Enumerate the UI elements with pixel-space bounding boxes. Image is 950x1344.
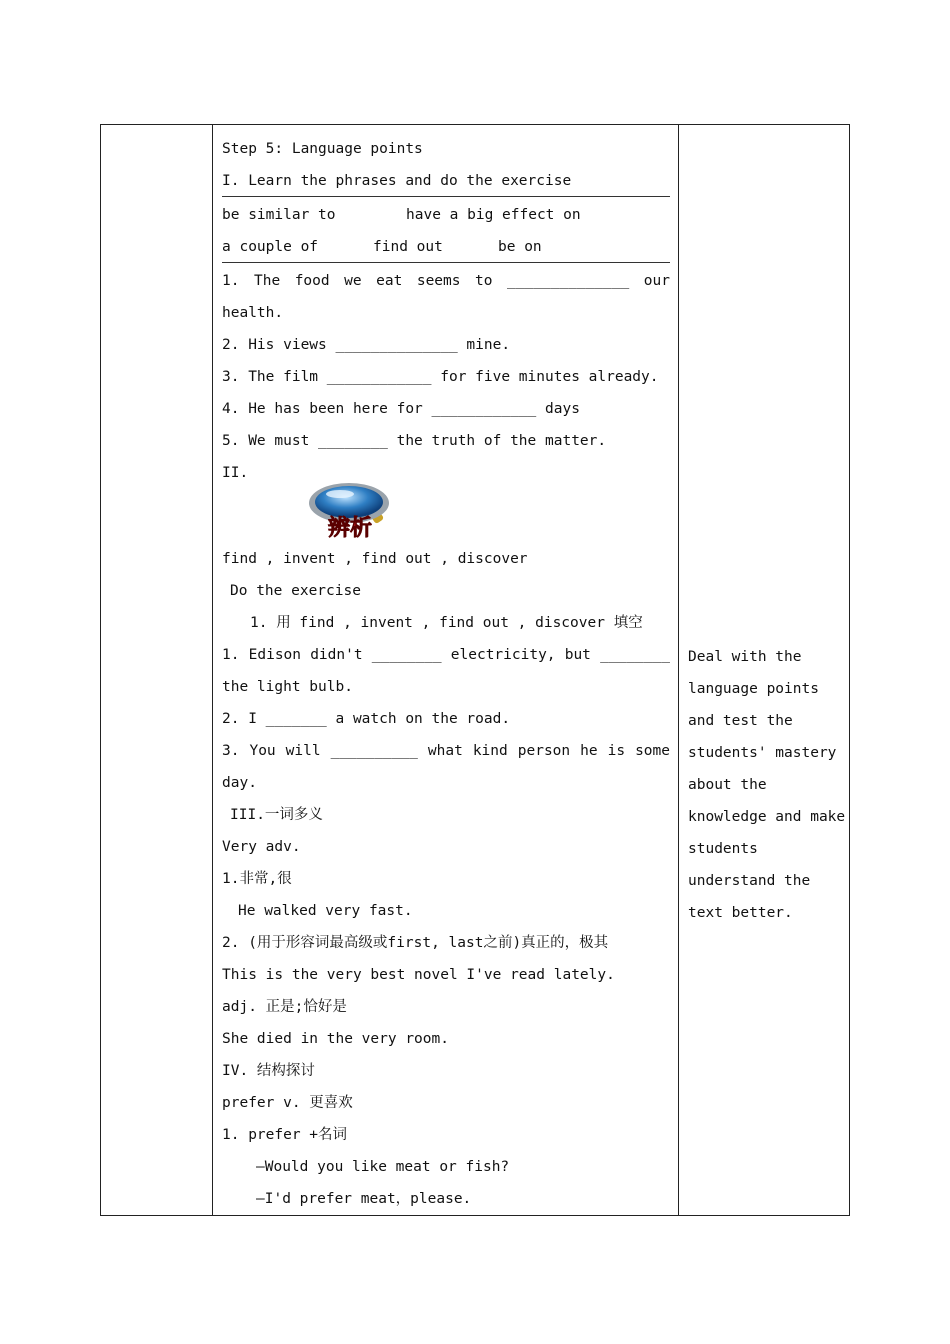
column-divider-right: [678, 125, 679, 1215]
logo-text: 辨析: [327, 516, 373, 539]
exercise-3: 3. The film ____________ for five minutes already.: [222, 369, 659, 385]
blank: ________: [600, 647, 670, 663]
part2-heading: II.: [222, 465, 249, 481]
phrase-row-1: [222, 199, 670, 231]
purpose-line: and test the: [688, 713, 793, 729]
blank: __________: [330, 743, 418, 759]
lesson-table: [100, 124, 850, 1216]
phrase: be on: [498, 239, 542, 255]
p2-exercise-3-tail: day.: [222, 775, 257, 791]
exercise-4: 4. He has been here for ____________ days: [222, 401, 580, 417]
part3-sense-1: 1.非常,很: [222, 871, 292, 887]
purpose-cell: [688, 641, 844, 929]
phrase: a couple of: [222, 239, 319, 255]
sub-heading: 1. 用 find , invent , find out , discover 填空: [250, 615, 643, 631]
exercise-1: 1. The food we eat seems to ______________ our: [222, 265, 670, 297]
part3-sense-3: adj. 正是;恰好是: [222, 999, 347, 1015]
purpose-line: about the: [688, 777, 767, 793]
dialog-line-1: —Would you like meat or fish?: [256, 1159, 510, 1175]
exercise-1-tail: health.: [222, 305, 284, 321]
part3-example-2: This is the very best novel I've read lately.: [222, 967, 615, 983]
purpose-line: understand the: [688, 873, 811, 889]
word-group: find , invent , find out , discover: [222, 551, 528, 567]
p2-exercise-3: 3. You will __________ what kind person he is some: [222, 735, 670, 767]
phrase: have a big effect on: [406, 207, 581, 223]
blank: ______________: [507, 273, 630, 289]
activities-cell: [222, 133, 670, 1215]
phrase: find out: [373, 239, 443, 255]
part3-sense-2: 2. (用于形容词最高级或first, last之前)真正的，极其: [222, 935, 609, 951]
part3-word: Very adv.: [222, 839, 301, 855]
part3-example-1: He walked very fast.: [238, 903, 413, 919]
exercise-5: 5. We must ________ the truth of the matter.: [222, 433, 607, 449]
purpose-line: knowledge and make: [688, 809, 846, 825]
purpose-line: language points: [688, 681, 819, 697]
part4-pattern-1: 1. prefer +名词: [222, 1127, 348, 1143]
purpose-line: Deal with the: [688, 649, 802, 665]
step-title: Step 5: Language points: [222, 141, 423, 157]
part3-heading: III.一词多义: [230, 807, 323, 823]
magnifier-logo: [222, 479, 670, 543]
part1-heading: I. Learn the phrases and do the exercise: [222, 173, 572, 189]
blank: ________: [371, 647, 442, 663]
p2-exercise-1: 1. Edison didn't ________ electricity, but ________: [222, 639, 670, 671]
purpose-line: students' mastery: [688, 745, 837, 761]
purpose-line: text better.: [688, 905, 793, 921]
p2-exercise-1-tail: the light bulb.: [222, 679, 353, 695]
exercise-2: 2. His views ______________ mine.: [222, 337, 511, 353]
column-divider-left: [212, 125, 213, 1215]
part3-example-3: She died in the very room.: [222, 1031, 449, 1047]
dialog-line-2: —I'd prefer meat，please.: [256, 1191, 472, 1207]
magnifier-icon: [304, 481, 396, 539]
part4-heading: IV. 结构探讨: [222, 1063, 315, 1079]
p2-exercise-2: 2. I _______ a watch on the road.: [222, 711, 511, 727]
instruction: Do the exercise: [230, 583, 361, 599]
phrase: be similar to: [222, 207, 336, 223]
phrase-row-2: [222, 231, 670, 263]
part4-word: prefer v. 更喜欢: [222, 1095, 353, 1111]
purpose-line: students: [688, 841, 758, 857]
